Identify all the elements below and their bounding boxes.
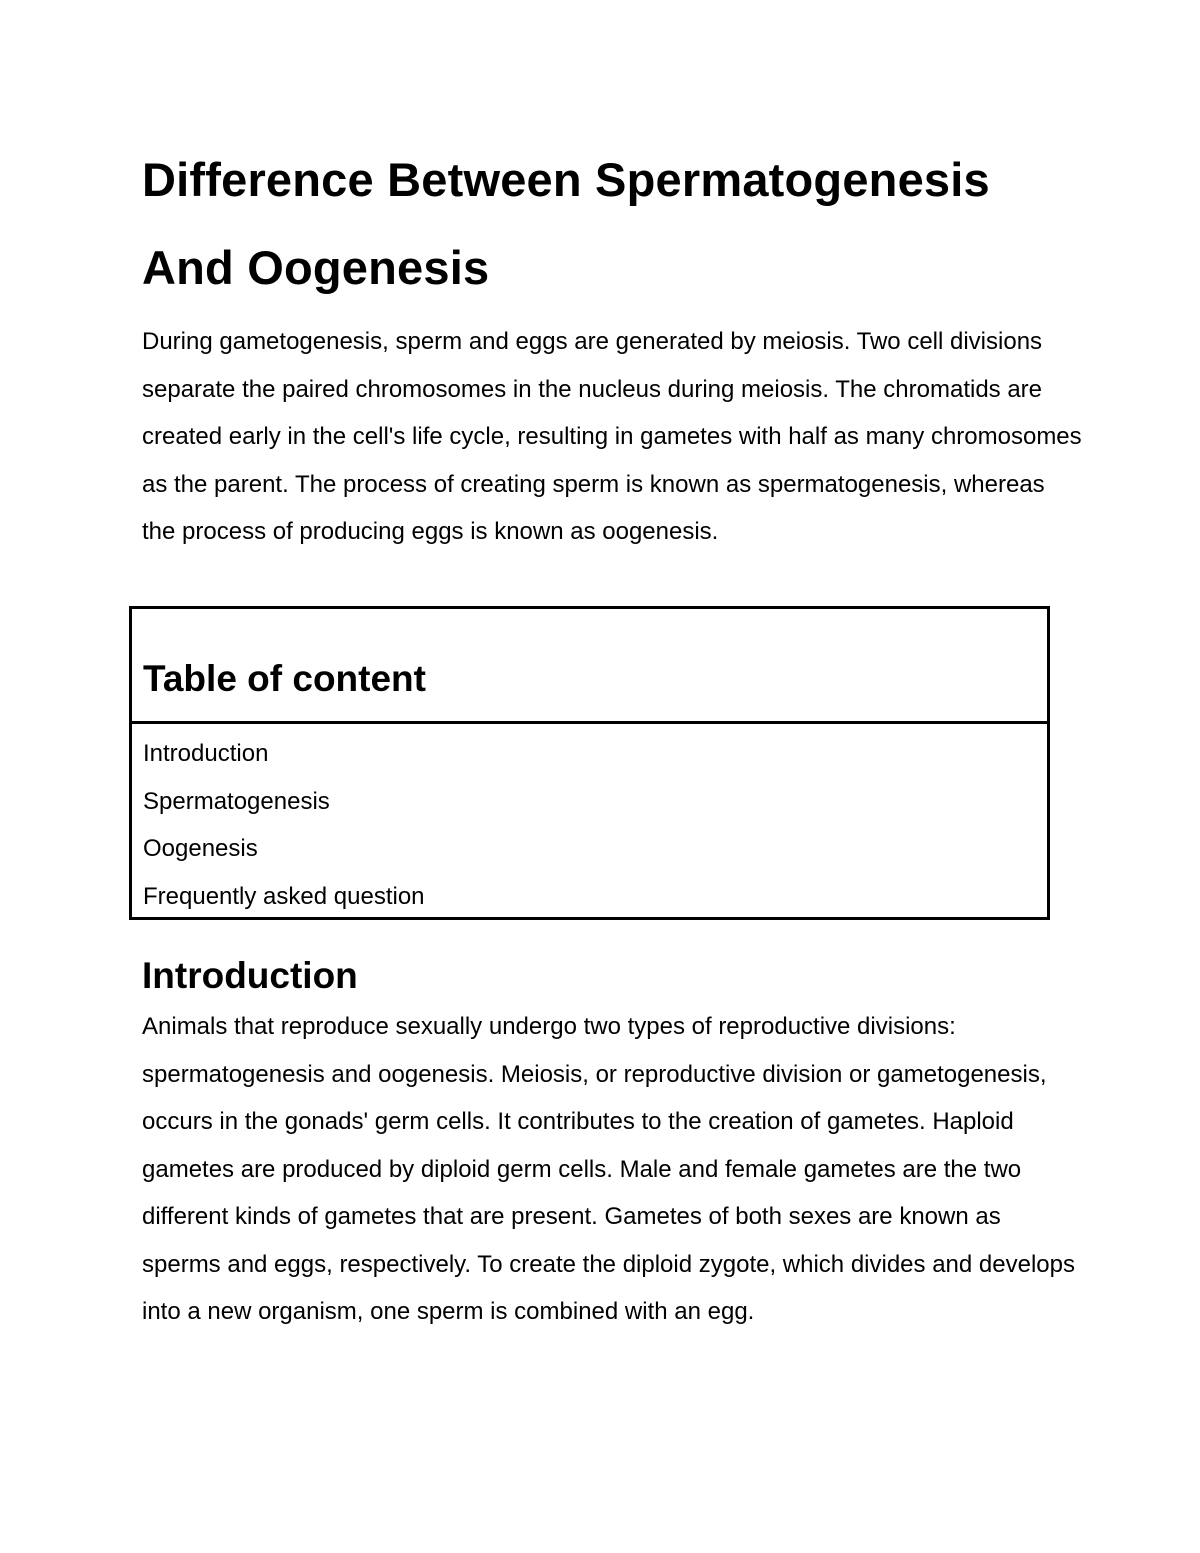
introduction-paragraph: Animals that reproduce sexually undergo two types of reproductive divisions: spermatogenesis and oogenesis. Meiosis, or reproductive division or gametogenesis, occurs in the gonads' germ cells. It contributes to the creation of gametes. Haploid gametes are produced by diploid germ cells. Male and female gametes are the two different kinds of gametes that are present. Gametes of both sexes are known as sperms and eggs, respectively. To create the diploid zygote, which divides and develops into a new organism, one sperm is combined with an egg.: [142, 1013, 1075, 1325]
page-title: Difference Between Spermatogenesis And Oogenesis: [142, 153, 990, 294]
toc-header: [132, 609, 1047, 724]
intro-paragraph: During gametogenesis, sperm and eggs are generated by meiosis. Two cell divisions separate the paired chromosomes in the nucleus during meiosis. The chromatids are created early in the cell's life cycle, resulting in gametes with half as many chromosomes as the parent. The process of creating sperm is known as spermatogenesis, whereas the process of producing eggs is known as oogenesis.: [142, 328, 1082, 545]
toc-title: Table of content: [143, 658, 426, 699]
table-of-contents: [129, 606, 1050, 920]
toc-item-faq[interactable]: Frequently asked question: [143, 882, 425, 910]
toc-list: [143, 730, 425, 920]
toc-item-spermatogenesis[interactable]: Spermatogenesis: [143, 787, 330, 815]
section-heading-introduction: Introduction: [142, 955, 358, 996]
toc-item-oogenesis[interactable]: Oogenesis: [143, 835, 258, 862]
toc-item-introduction[interactable]: Introduction: [143, 740, 269, 767]
